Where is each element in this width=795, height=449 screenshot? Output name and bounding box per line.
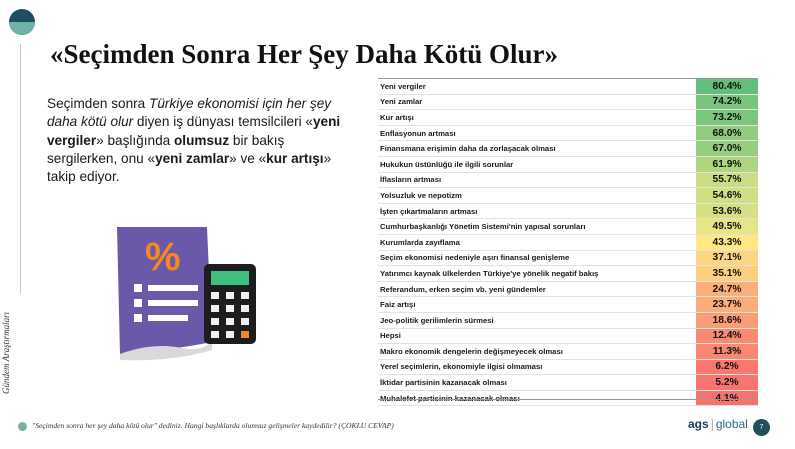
desc-part2: diyen iş dünyası temsilcileri « — [133, 114, 313, 130]
row-label: Referandum, erken seçim vb. yeni gündemler — [378, 281, 696, 297]
row-value: 61.9% — [696, 156, 758, 172]
brand-ags: ags — [688, 417, 709, 431]
row-value: 11.3% — [696, 344, 758, 360]
side-divider — [20, 44, 21, 294]
table-row — [378, 375, 758, 391]
table-row — [378, 297, 758, 313]
table-row — [378, 234, 758, 250]
row-label: Enflasyonun artması — [378, 125, 696, 141]
desc-part3: » başlığında — [96, 132, 174, 148]
table-row — [378, 250, 758, 266]
row-label: İktidar partisinin kazanacak olması — [378, 375, 696, 391]
table-row — [378, 312, 758, 328]
row-value: 53.6% — [696, 203, 758, 219]
side-label: Gündem Araştırmaları — [1, 311, 11, 394]
row-value: 73.2% — [696, 110, 758, 126]
row-label: Faiz artışı — [378, 297, 696, 313]
row-value: 54.6% — [696, 188, 758, 204]
desc-part6: » takip ediyor. — [47, 150, 332, 185]
description-text — [47, 95, 347, 186]
table-row — [378, 328, 758, 344]
brand-logo — [688, 417, 748, 431]
row-value: 68.0% — [696, 125, 758, 141]
row-label: Hukukun üstünlüğü ile ilgili sorunlar — [378, 156, 696, 172]
row-value: 18.6% — [696, 312, 758, 328]
table-row — [378, 281, 758, 297]
table-row — [378, 219, 758, 235]
desc-bold1: yeni vergiler — [47, 114, 341, 148]
row-value: 35.1% — [696, 266, 758, 282]
brand-separator: | — [710, 417, 714, 431]
table-row — [378, 266, 758, 282]
row-value: 12.4% — [696, 328, 758, 344]
row-value: 74.2% — [696, 94, 758, 110]
row-label: Yolsuzluk ve nepotizm — [378, 188, 696, 204]
table-row — [378, 110, 758, 126]
row-label: Cumhurbaşkanlığı Yönetim Sistemi'nin yapısal sorunları — [378, 219, 696, 235]
row-label: Finansmana erişimin daha da zorlaşacak olması — [378, 141, 696, 157]
desc-part1: Seçimden sonra — [47, 96, 150, 111]
desc-italic: Türkiye ekonomisi için her şey daha kötü olur — [47, 96, 332, 130]
table-row — [378, 172, 758, 188]
table-row — [378, 203, 758, 219]
desc-part4: bir bakış sergilerken, onu « — [47, 132, 285, 166]
table-bottom-rule — [378, 399, 758, 400]
row-value: 80.4% — [696, 79, 758, 94]
logo-circle-icon — [8, 8, 36, 36]
desc-part5: » ve « — [229, 150, 267, 166]
table-row — [378, 125, 758, 141]
row-label: Kurumlarda zayıflama — [378, 234, 696, 250]
table-row — [378, 94, 758, 110]
results-table — [378, 78, 758, 406]
row-label: Hepsi — [378, 328, 696, 344]
row-value: 24.7% — [696, 281, 758, 297]
row-label: Jeo-politik gerilimlerin sürmesi — [378, 312, 696, 328]
row-value: 49.5% — [696, 219, 758, 235]
row-value: 23.7% — [696, 297, 758, 313]
row-label: İşten çıkartmaların artması — [378, 203, 696, 219]
row-label: Yatırımcı kaynak ülkelerden Türkiye'ye yönelik negatif bakış — [378, 266, 696, 282]
footer-dot-icon — [18, 422, 27, 431]
row-value: 5.2% — [696, 375, 758, 391]
row-label: Seçim ekonomisi nedeniyle aşırı finansal genişleme — [378, 250, 696, 266]
table-row — [378, 156, 758, 172]
table-row — [378, 188, 758, 204]
footer-note: "Seçimden sonra her şey daha kötü olur" dediniz. Hangi başlıklarda olumsuz gelişmeler kaydedilir? (ÇOKLU CEVAP) — [32, 421, 394, 430]
desc-bold2: olumsuz — [173, 132, 230, 148]
row-label: İflasların artması — [378, 172, 696, 188]
table-row — [378, 79, 758, 94]
brand-global: global — [715, 417, 748, 431]
svg-text:%: % — [145, 235, 181, 279]
table-row — [378, 344, 758, 360]
row-label: Yeni vergiler — [378, 79, 696, 94]
row-label: Yerel seçimlerin, ekonomiyle ilgisi olmaması — [378, 359, 696, 375]
row-value: 67.0% — [696, 141, 758, 157]
desc-bold3: yeni zamlar — [155, 150, 230, 166]
page-title: «Seçimden Sonra Her Şey Daha Kötü Olur» — [50, 39, 559, 69]
row-value: 37.1% — [696, 250, 758, 266]
page-number: 7 — [753, 419, 770, 436]
desc-bold4: kur artışı — [266, 150, 324, 166]
finance-calculator-illustration-icon — [112, 222, 272, 362]
row-value: 6.2% — [696, 359, 758, 375]
row-value: 55.7% — [696, 172, 758, 188]
row-label: Kur artışı — [378, 110, 696, 126]
table-row — [378, 141, 758, 157]
row-label: Makro ekonomik dengelerin değişmeyecek olması — [378, 344, 696, 360]
row-value: 43.3% — [696, 234, 758, 250]
row-label: Yeni zamlar — [378, 94, 696, 110]
table-row — [378, 359, 758, 375]
